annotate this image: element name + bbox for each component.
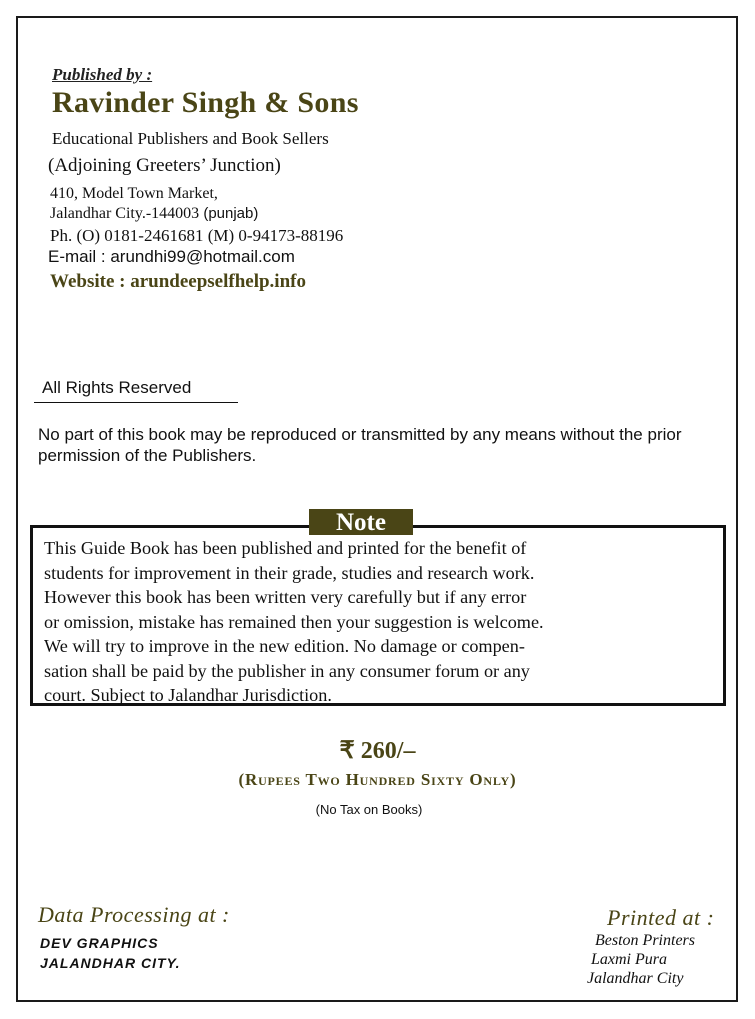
printer-line-3: Jalandhar City xyxy=(587,970,684,987)
data-processing-line-2: JALANDHAR CITY. xyxy=(40,955,181,971)
note-line: We will try to improve in the new edition. No damage or compen- xyxy=(44,636,525,656)
note-line: However this book has been written very carefully but if any error xyxy=(44,587,527,607)
note-line: or omission, mistake has remained then your suggestion is welcome. xyxy=(44,611,544,632)
website-url: Website : arundeepselfhelp.info xyxy=(50,271,306,292)
note-line: court. Subject to Jalandhar Jurisdiction. xyxy=(44,685,332,705)
note-text xyxy=(44,536,720,708)
printer-line-2: Laxmi Pura xyxy=(591,951,667,968)
publisher-name: Ravinder Singh & Sons xyxy=(52,86,359,119)
note-line: sation shall be paid by the publisher in any consumer forum or any xyxy=(44,660,530,681)
copyright-notice: No part of this book may be reproduced or transmitted by any means without the prior permission of the Publishers. xyxy=(38,425,682,465)
note-line: This Guide Book has been published and printed for the benefit of xyxy=(44,538,527,558)
publisher-tagline: Educational Publishers and Book Sellers xyxy=(52,129,329,148)
publisher-landmark: (Adjoining Greeters’ Junction) xyxy=(48,155,281,176)
rights-heading: All Rights Reserved xyxy=(42,378,192,397)
address-line-2 xyxy=(50,205,258,223)
address-state: (punjab) xyxy=(199,205,259,222)
note-line: students for improvement in their grade, studies and research work. xyxy=(44,562,535,583)
email-address: E-mail : arundhi99@hotmail.com xyxy=(48,247,295,266)
address-line-1: 410, Model Town Market, xyxy=(50,185,218,202)
price-amount: ₹ 260/– xyxy=(339,738,416,764)
tax-note: (No Tax on Books) xyxy=(315,802,423,817)
published-by-label: Published by : xyxy=(52,65,153,84)
printer-line-1: Beston Printers xyxy=(595,932,695,949)
rights-underline xyxy=(34,402,238,403)
data-processing-line-1: DEV GRAPHICS xyxy=(40,935,159,951)
data-processing-label: Data Processing at : xyxy=(38,902,230,927)
phone-numbers: Ph. (O) 0181-2461681 (M) 0-94173-88196 xyxy=(50,226,344,245)
address-city: Jalandhar City.-144003 xyxy=(50,205,200,222)
printed-at-label: Printed at : xyxy=(607,905,715,930)
note-label: Note xyxy=(309,509,413,535)
price-in-words: (Rupees Two Hundred Sixty Only) xyxy=(238,770,517,789)
